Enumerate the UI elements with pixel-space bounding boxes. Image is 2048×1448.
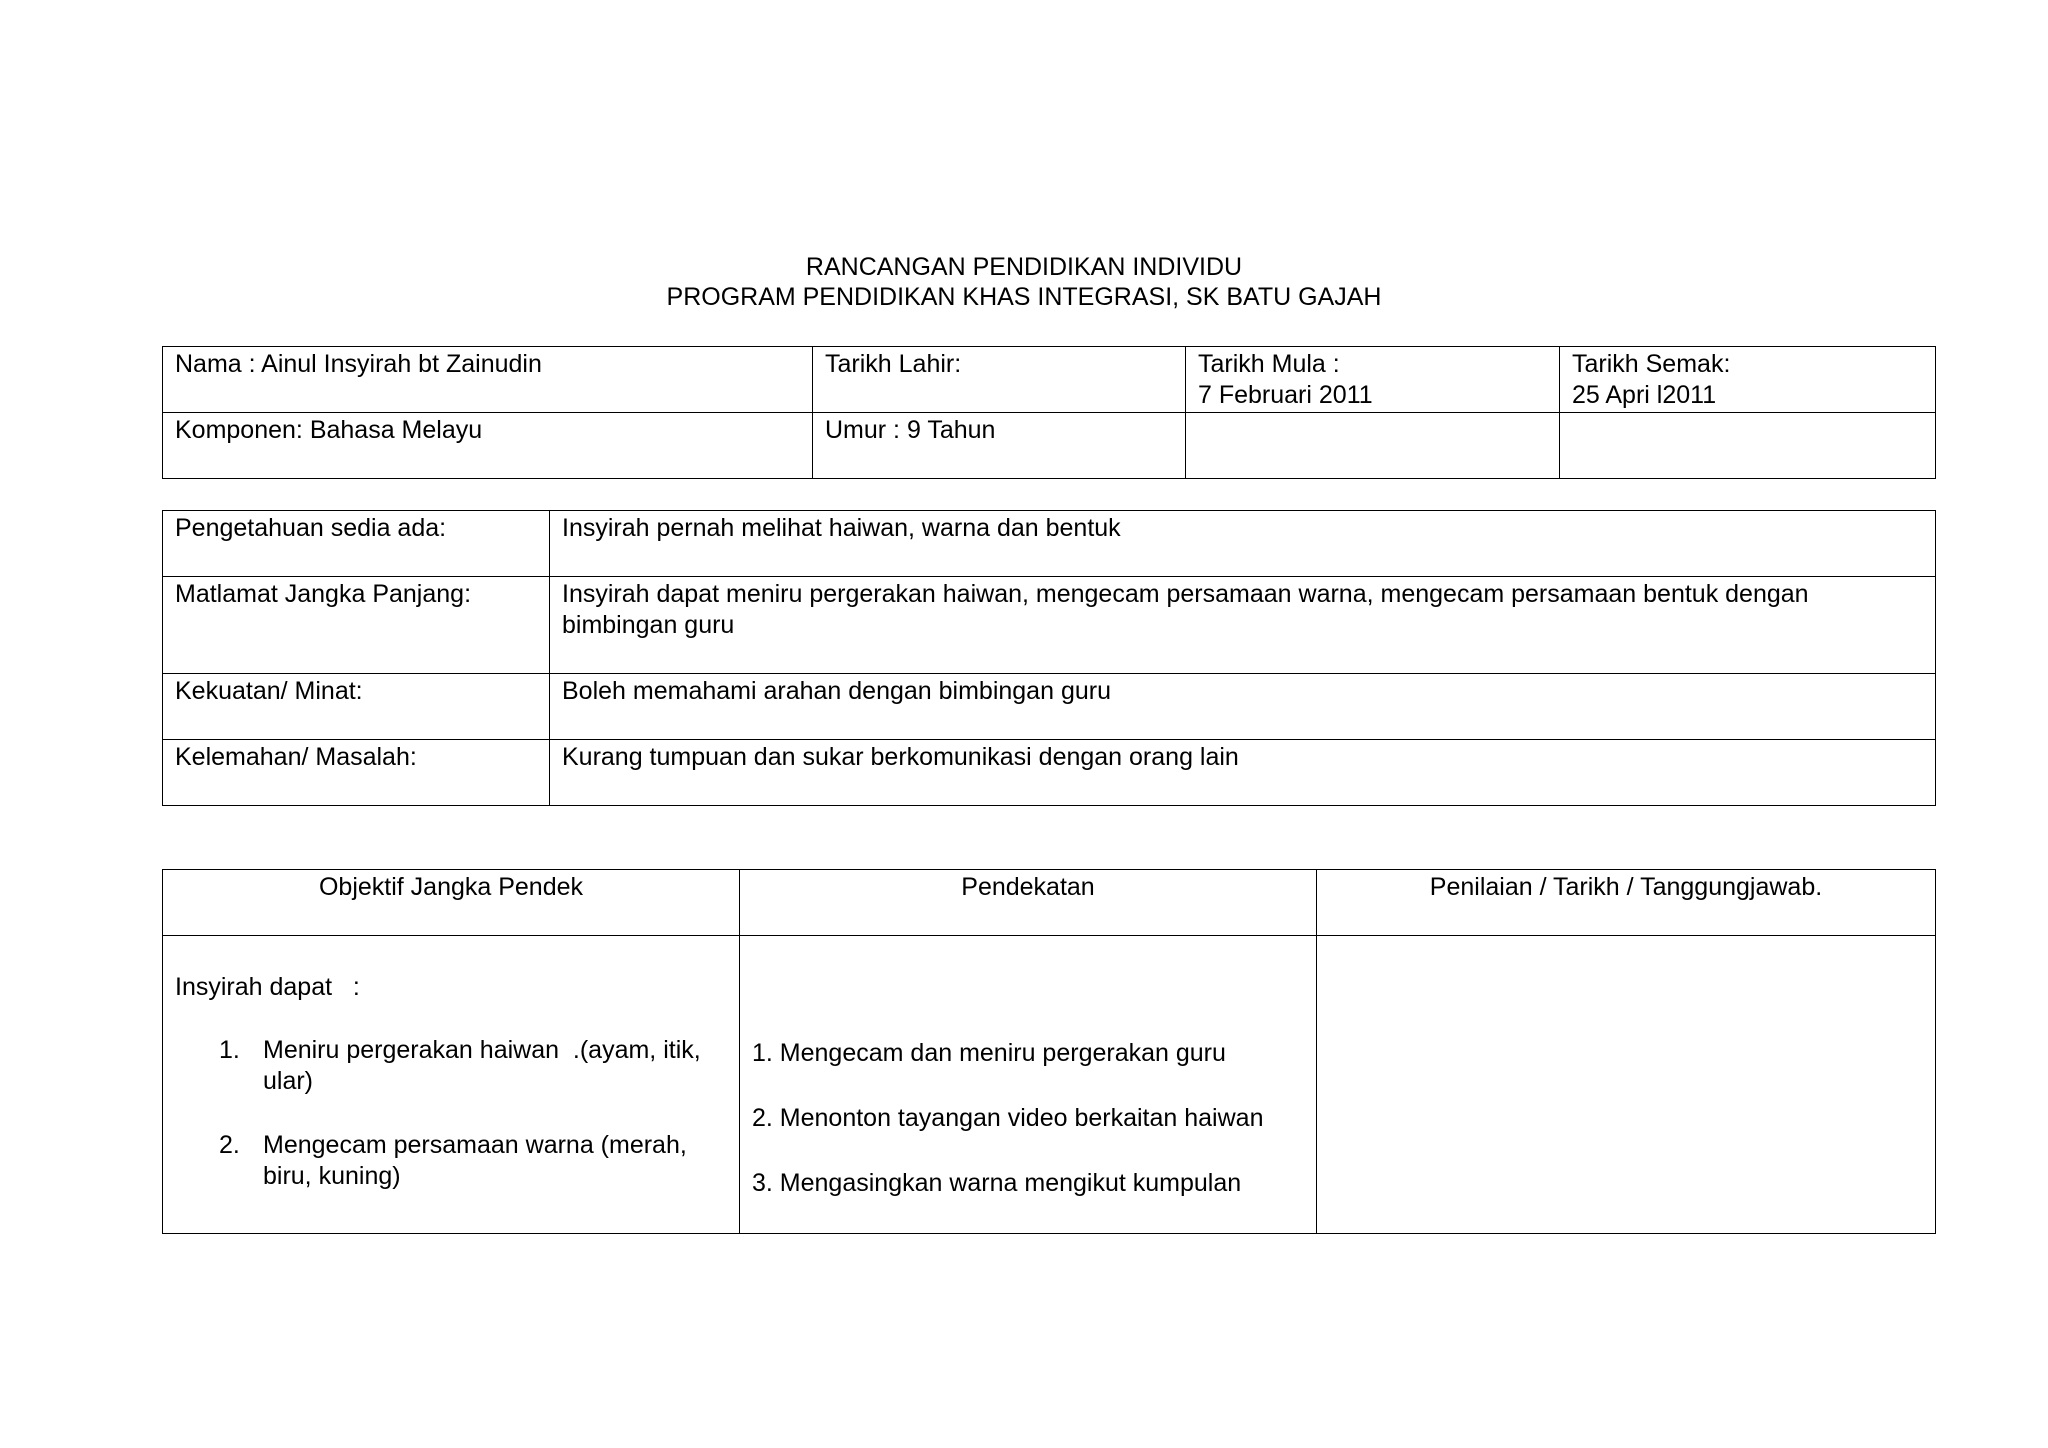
profile-value-cell bbox=[550, 674, 1936, 740]
profile-value: Insyirah pernah melihat haiwan, warna dan bentuk bbox=[562, 514, 1121, 542]
column-header: Objektif Jangka Pendek bbox=[163, 870, 740, 936]
profile-label-cell bbox=[163, 511, 550, 577]
table-row bbox=[163, 413, 1936, 479]
document-title bbox=[0, 252, 2048, 312]
komponen-text: Komponen: Bahasa Melayu bbox=[175, 416, 483, 444]
list-number: 2. bbox=[219, 1131, 240, 1159]
table-row bbox=[163, 347, 1936, 413]
table-row bbox=[163, 674, 1936, 740]
approaches-list bbox=[752, 1038, 1304, 1199]
profile-label: Matlamat Jangka Panjang: bbox=[175, 580, 472, 608]
profile-value-cell bbox=[550, 740, 1936, 806]
list-item: 2. Menonton tayangan video berkaitan haiwan bbox=[752, 1104, 1264, 1132]
profile-value: Kurang tumpuan dan sukar berkomunikasi dengan orang lain bbox=[562, 743, 1239, 771]
objectives-list bbox=[175, 1035, 727, 1192]
nama-cell bbox=[163, 347, 813, 413]
nama-text: Nama : Ainul Insyirah bt Zainudin bbox=[175, 350, 542, 378]
list-item: 3. Mengasingkan warna mengikut kumpulan bbox=[752, 1169, 1242, 1197]
tarikh-lahir-cell bbox=[813, 347, 1186, 413]
table-header-row bbox=[163, 870, 1936, 936]
tarikh-semak-label: Tarikh Semak: bbox=[1572, 350, 1731, 378]
objective-text: Meniru pergerakan haiwan .(ayam, itik, ular) bbox=[263, 1036, 708, 1095]
tarikh-lahir-label: Tarikh Lahir: bbox=[825, 350, 962, 378]
student-profile-table bbox=[162, 510, 1936, 806]
profile-label-cell bbox=[163, 577, 550, 674]
empty-cell bbox=[1560, 413, 1936, 479]
objectives-intro: Insyirah dapat : bbox=[175, 973, 360, 1001]
tarikh-semak-value: 25 Apri l2011 bbox=[1572, 381, 1717, 409]
table-row bbox=[163, 740, 1936, 806]
profile-value: Boleh memahami arahan dengan bimbingan guru bbox=[562, 677, 1111, 705]
list-number: 1. bbox=[219, 1036, 240, 1064]
tarikh-mula-cell bbox=[1186, 347, 1560, 413]
objectives-cell bbox=[163, 936, 740, 1234]
tarikh-semak-cell bbox=[1560, 347, 1936, 413]
profile-value-cell bbox=[550, 577, 1936, 674]
objectives-table bbox=[162, 869, 1936, 1234]
list-item bbox=[219, 1130, 727, 1192]
umur-cell bbox=[813, 413, 1186, 479]
table-row bbox=[163, 577, 1936, 674]
profile-value: Insyirah dapat meniru pergerakan haiwan, mengecam persamaan warna, mengecam persamaan bentuk dengan bimbingan guru bbox=[562, 580, 1809, 639]
profile-value-cell bbox=[550, 511, 1936, 577]
profile-label: Pengetahuan sedia ada: bbox=[175, 514, 447, 542]
profile-label-cell bbox=[163, 674, 550, 740]
title-line-2: PROGRAM PENDIDIKAN KHAS INTEGRASI, SK BATU GAJAH bbox=[666, 283, 1382, 311]
student-info-table bbox=[162, 346, 1936, 479]
approaches-cell bbox=[740, 936, 1317, 1234]
tarikh-mula-value: 7 Februari 2011 bbox=[1198, 381, 1373, 409]
umur-text: Umur : 9 Tahun bbox=[825, 416, 996, 444]
objective-text: Mengecam persamaan warna (merah, biru, kuning) bbox=[263, 1131, 687, 1190]
assessment-cell bbox=[1317, 936, 1936, 1234]
profile-label: Kekuatan/ Minat: bbox=[175, 677, 363, 705]
column-header: Penilaian / Tarikh / Tanggungjawab. bbox=[1317, 870, 1936, 936]
column-header: Pendekatan bbox=[740, 870, 1317, 936]
list-item: 1. Mengecam dan meniru pergerakan guru bbox=[752, 1039, 1226, 1067]
komponen-cell bbox=[163, 413, 813, 479]
list-item bbox=[219, 1035, 727, 1097]
empty-cell bbox=[1186, 413, 1560, 479]
profile-label: Kelemahan/ Masalah: bbox=[175, 743, 417, 771]
tarikh-mula-label: Tarikh Mula : bbox=[1198, 350, 1340, 378]
table-row bbox=[163, 511, 1936, 577]
profile-label-cell bbox=[163, 740, 550, 806]
title-line-1: RANCANGAN PENDIDIKAN INDIVIDU bbox=[805, 253, 1243, 281]
table-row bbox=[163, 936, 1936, 1234]
